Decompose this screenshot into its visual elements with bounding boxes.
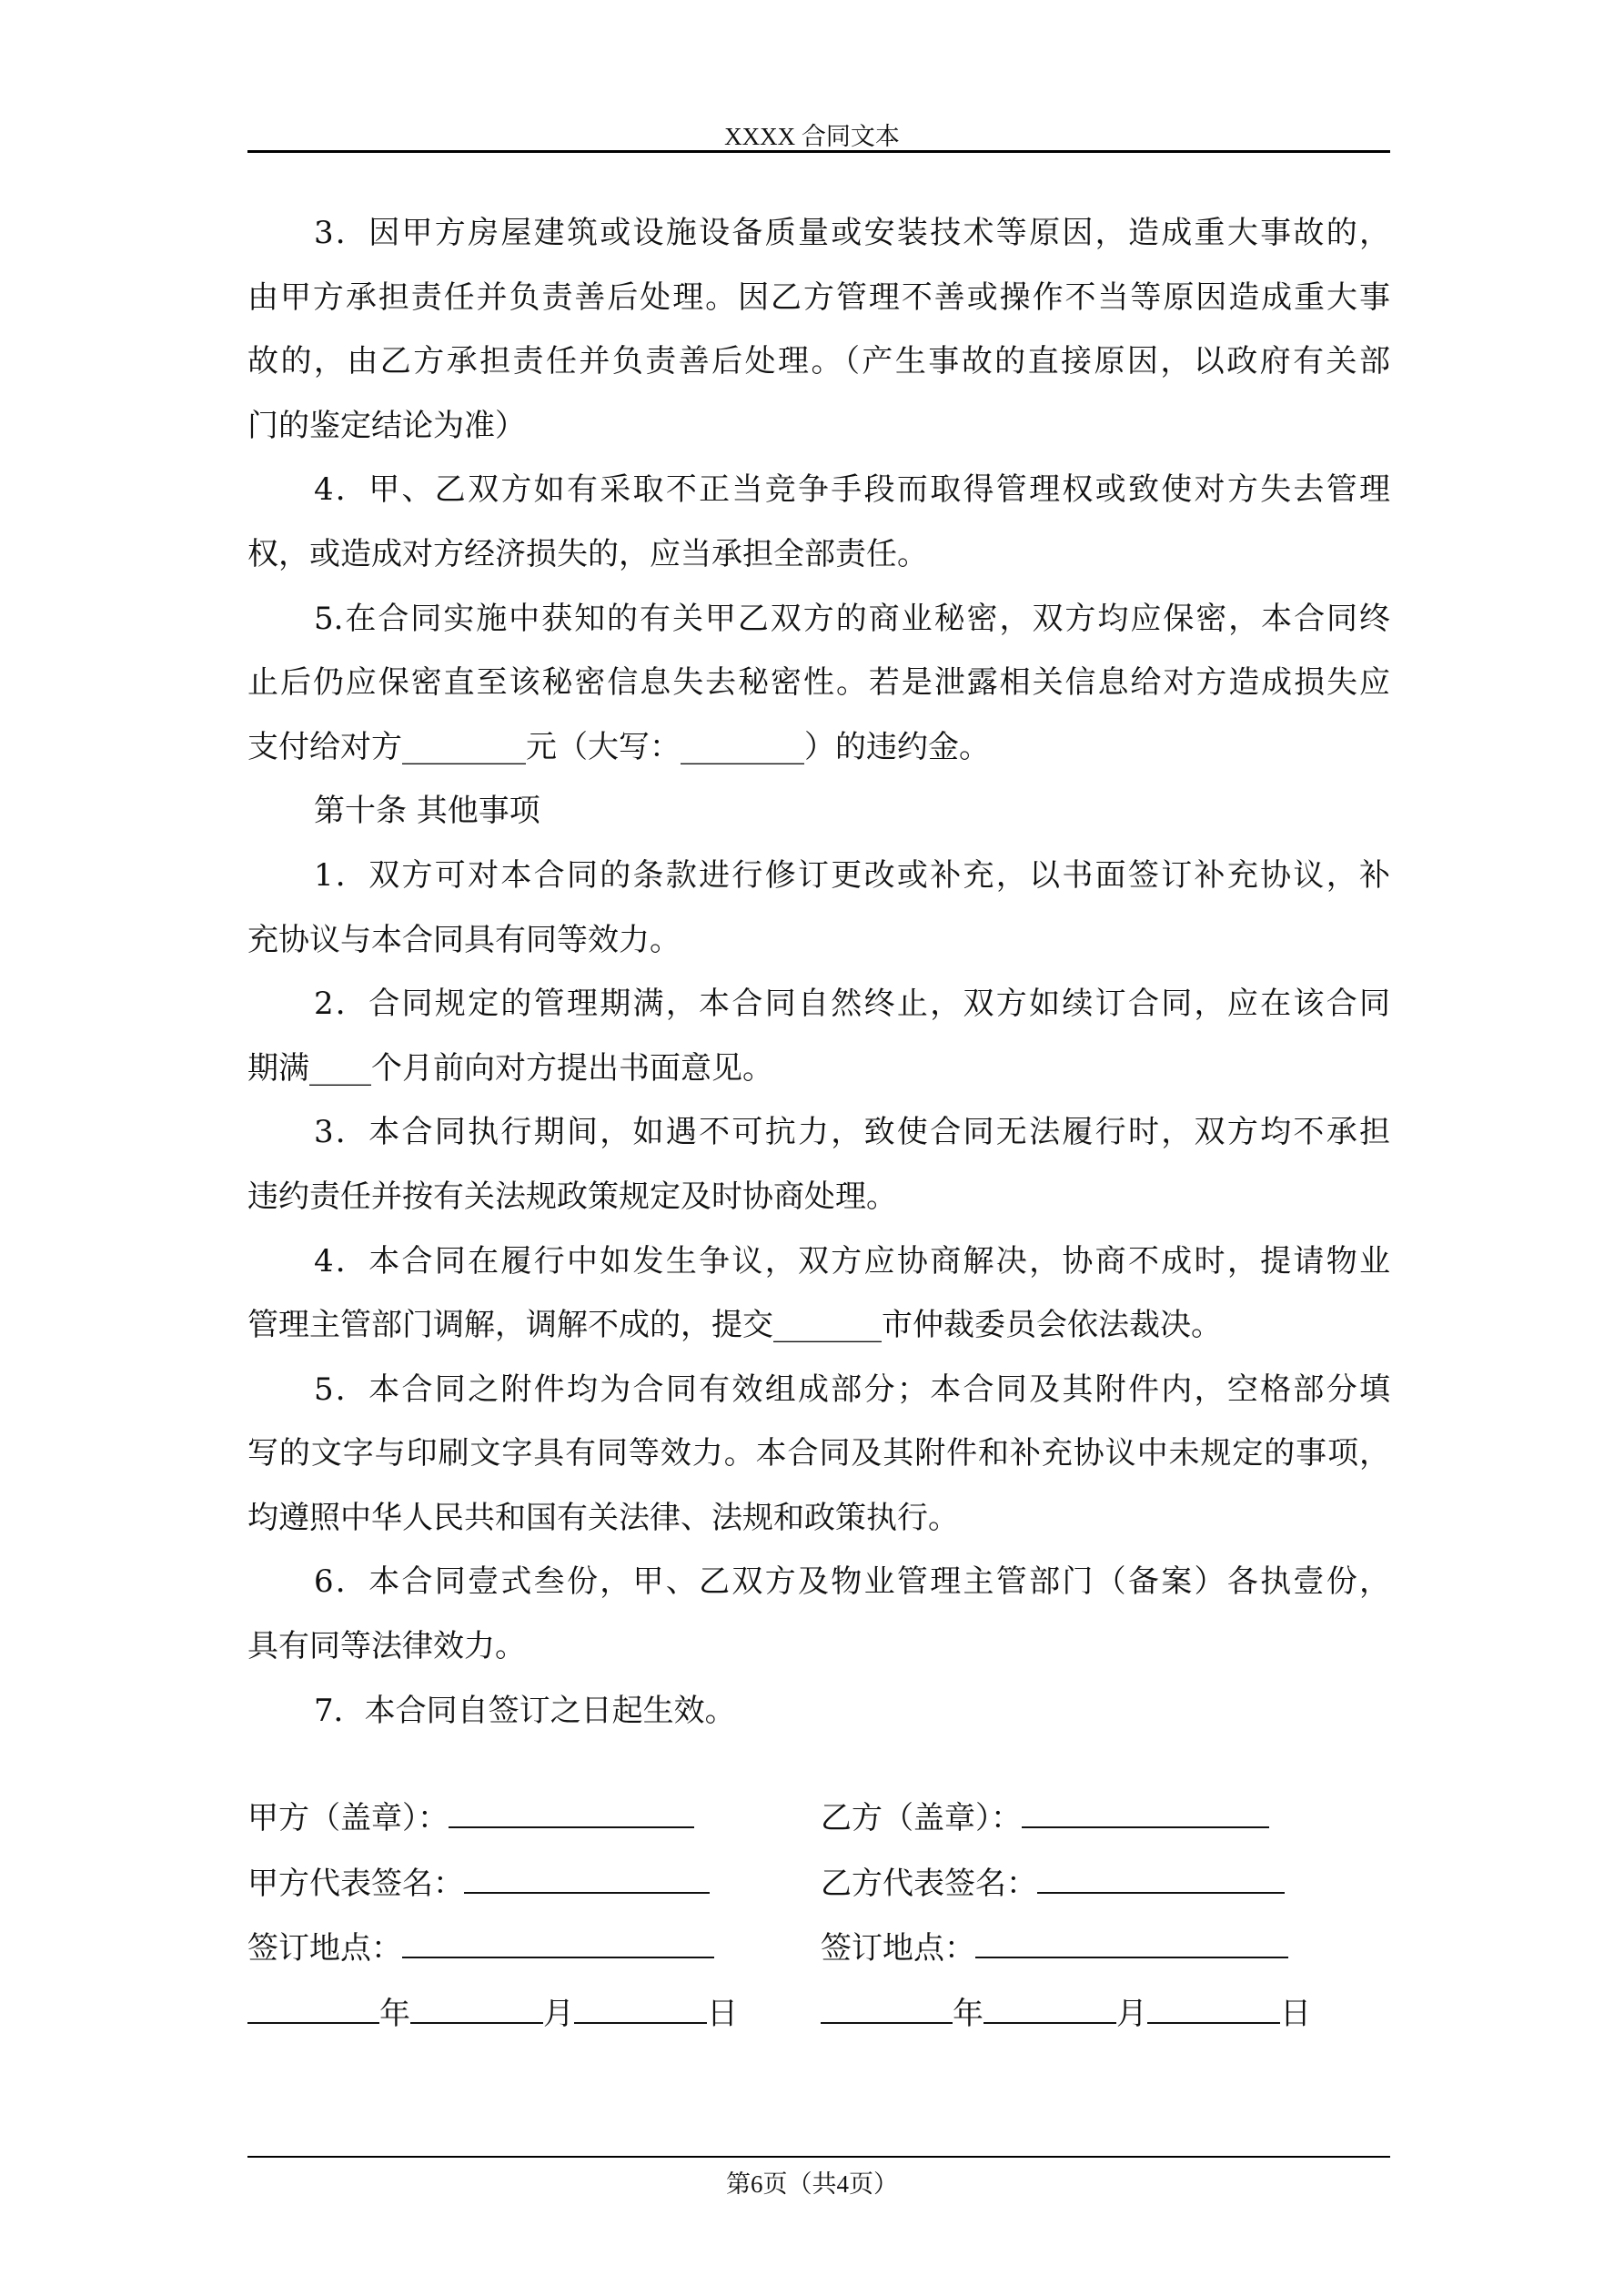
party-a-seal-label: 甲方（盖章）： [247, 1800, 449, 1836]
year-label: 年 [379, 1996, 410, 2032]
day-label: 日 [1280, 1996, 1311, 2032]
text-line: 门的鉴定结论为准） [247, 407, 526, 444]
day-label: 日 [707, 1996, 738, 2032]
party-a-rep-label: 甲方代表签名： [247, 1866, 464, 1902]
party-b-rep-blank[interactable] [1037, 1850, 1285, 1894]
text-line: 管理主管部门调解，调解不成的，提交_______市仲裁委员会依法裁决。 [247, 1307, 1222, 1344]
month-b-blank[interactable] [983, 1980, 1116, 2024]
text-line: 支付给对方________元（大写：________）的违约金。 [247, 728, 990, 765]
text-line: 5．本合同之附件均为合同有效组成部分；本合同及其附件内，空格部分填 [314, 1371, 1390, 1408]
text-line: 4．甲、乙双方如有采取不正当竞争手段而取得管理权或致使对方失去管理 [314, 471, 1390, 509]
party-a-rep-field[interactable] [247, 1850, 710, 1914]
text-line: 6．本合同壹式叁份，甲、乙双方及物业管理主管部门（备案）各执壹份， [314, 1563, 1390, 1601]
header-title: XXXX 合同文本 [724, 123, 900, 150]
month-label: 月 [1116, 1996, 1147, 2032]
party-a-seal-blank[interactable] [449, 1785, 694, 1828]
month-label: 月 [543, 1996, 574, 2032]
text-line: 均遵照中华人民共和国有关法律、法规和政策执行。 [247, 1499, 959, 1536]
text-line: 具有同等法律效力。 [247, 1628, 526, 1665]
date-b-field[interactable] [821, 1980, 1311, 2044]
party-b-seal-field[interactable] [821, 1785, 1269, 1848]
place-a-label: 签订地点： [247, 1930, 402, 1967]
text-line: 充协议与本合同具有同等效力。 [247, 921, 681, 958]
text-line: 3．本合同执行期间，如遇不可抗力，致使合同无法履行时，双方均不承担 [314, 1114, 1390, 1151]
party-b-seal-blank[interactable] [1022, 1785, 1269, 1828]
party-a-rep-blank[interactable] [464, 1850, 710, 1894]
text-line: 止后仍应保密直至该秘密信息失去秘密性。若是泄露相关信息给对方造成损失应 [247, 664, 1390, 702]
party-a-seal-field[interactable] [247, 1785, 694, 1848]
text-line: 写的文字与印刷文字具有同等效力。本合同及其附件和补充协议中未规定的事项， [247, 1435, 1390, 1472]
text-line: 4．本合同在履行中如发生争议，双方应协商解决，协商不成时，提请物业 [314, 1242, 1390, 1279]
year-b-blank[interactable] [821, 1980, 953, 2024]
party-b-seal-label: 乙方（盖章）： [821, 1800, 1022, 1836]
text-line: 期满____个月前向对方提出书面意见。 [247, 1049, 773, 1087]
month-a-blank[interactable] [410, 1980, 543, 2024]
place-b-label: 签订地点： [821, 1930, 975, 1967]
text-line: 2．合同规定的管理期满，本合同自然终止，双方如续订合同，应在该合同 [314, 986, 1390, 1023]
place-b-field[interactable] [821, 1915, 1288, 1978]
year-label: 年 [953, 1996, 983, 2032]
text-line: 由甲方承担责任并负责善后处理。因乙方管理不善或操作不当等原因造成重大事 [247, 278, 1390, 316]
party-b-rep-label: 乙方代表签名： [821, 1866, 1037, 1902]
day-b-blank[interactable] [1147, 1980, 1280, 2024]
text-line: 3．因甲方房屋建筑或设施设备质量或安装技术等原因，造成重大事故的， [314, 215, 1390, 251]
place-a-blank[interactable] [402, 1915, 714, 1958]
footer-divider [247, 2156, 1390, 2158]
place-b-blank[interactable] [975, 1915, 1288, 1958]
text-line: 故的，由乙方承担责任并负责善后处理。（产生事故的直接原因，以政府有关部 [247, 343, 1390, 380]
text-line: 1．双方可对本合同的条款进行修订更改或补充，以书面签订补充协议，补 [314, 856, 1390, 894]
page-number: 第6页（共4页） [726, 2170, 898, 2198]
year-a-blank[interactable] [247, 1980, 379, 2024]
text-line: 权，或造成对方经济损失的，应当承担全部责任。 [247, 535, 928, 572]
date-a-field[interactable] [247, 1980, 738, 2044]
day-a-blank[interactable] [574, 1980, 707, 2024]
party-b-rep-field[interactable] [821, 1850, 1285, 1914]
text-line: 违约责任并按有关法规政策规定及时协商处理。 [247, 1178, 897, 1215]
header-divider [247, 150, 1390, 153]
text-line: 7．本合同自签订之日起生效。 [314, 1692, 736, 1729]
place-a-field[interactable] [247, 1915, 714, 1978]
text-line: 5.在合同实施中获知的有关甲乙双方的商业秘密，双方均应保密，本合同终 [314, 600, 1390, 637]
contract-body [247, 201, 1390, 1743]
text-line: 第十条 其他事项 [314, 793, 540, 830]
